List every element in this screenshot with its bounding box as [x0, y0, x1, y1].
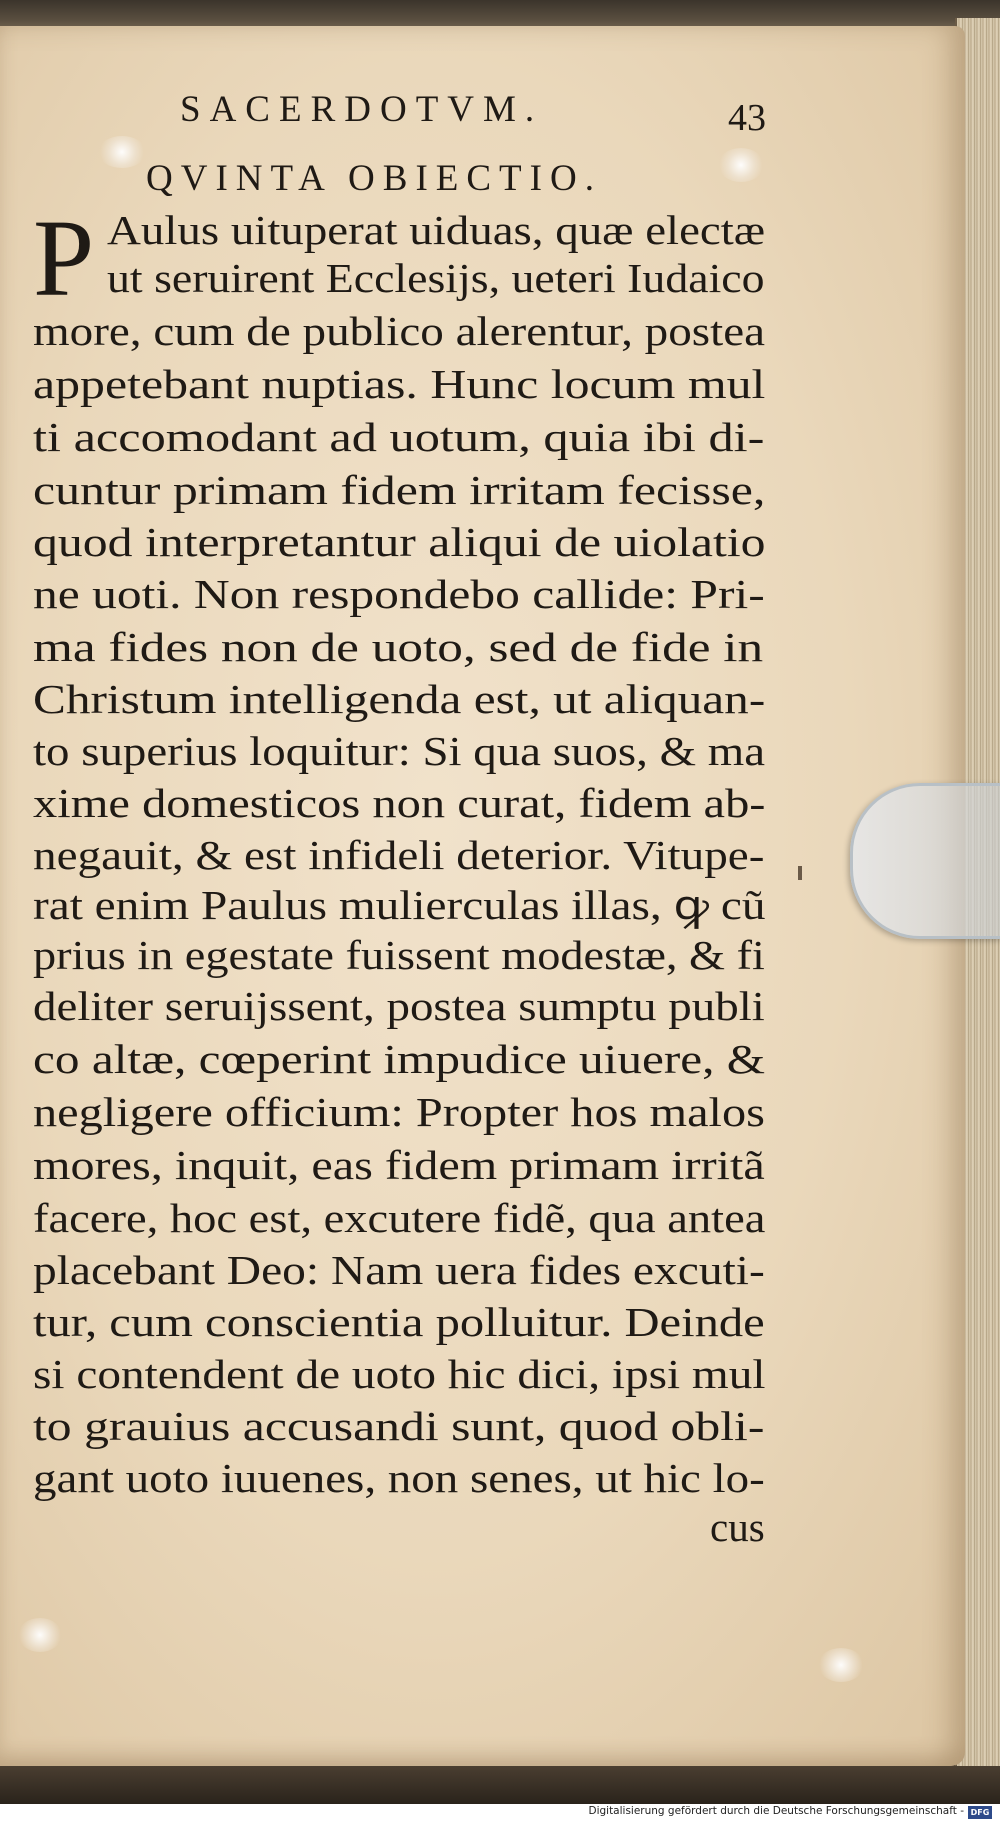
book-bottom-edge	[0, 1766, 1000, 1804]
paper-hole	[818, 1648, 864, 1682]
running-head: SACERDOTVM.	[180, 89, 544, 130]
text-line: Christum intelligenda est, ut aliquan-	[33, 676, 766, 722]
text-line: ti accomodant ad uotum, quia ibi di-	[33, 414, 765, 460]
text-line: prius in egestate fuissent modestæ, & fi	[33, 932, 765, 978]
text-line: cuntur primam fidem irritam fecisse,	[33, 467, 766, 513]
text-line: negauit, & est infideli deterior. Vitupe-	[33, 832, 765, 878]
page-number: 43	[728, 97, 766, 139]
text-line: to superius loquitur: Si qua suos, & ma	[33, 728, 766, 774]
text-line: rat enim Paulus mulierculas illas, ꝙ cũ	[33, 882, 766, 928]
text-line: xime domesticos non curat, fidem ab-	[33, 780, 766, 826]
attribution-text: Digitalisierung gefördert durch die Deutsche Forschungsgemeinschaft -	[588, 1805, 964, 1817]
text-line: tur, cum conscientia polluitur. Deinde	[33, 1299, 765, 1345]
text-line: appetebant nuptias. Hunc locum mul	[33, 361, 766, 407]
text-line: more, cum de publico alerentur, postea	[33, 308, 766, 354]
text-line: facere, hoc est, excutere fidẽ, qua antea	[33, 1195, 766, 1241]
text-line: deliter seruijssent, postea sumptu publi	[33, 983, 765, 1029]
text-line: placebant Deo: Nam uera fides excuti-	[33, 1247, 765, 1293]
paper-hole	[718, 148, 764, 182]
book-clasp	[850, 783, 1000, 939]
text-line: quod interpretantur aliqui de uiolatio	[33, 519, 766, 565]
text-line: ne uoti. Non respondebo callide: Pri-	[33, 571, 765, 617]
dfg-logo: DFG	[968, 1806, 992, 1819]
paper-hole	[98, 136, 146, 168]
catchword: cus	[710, 1504, 765, 1550]
drop-cap: P	[33, 197, 95, 319]
text-line: mores, inquit, eas fidem primam irritã	[33, 1142, 765, 1188]
text-line: to grauius accusandi sunt, quod obli-	[33, 1403, 765, 1449]
paper-hole	[18, 1618, 62, 1652]
section-heading: QVINTA OBIECTIO.	[146, 158, 602, 199]
page-mark	[798, 866, 802, 880]
text-line: co altæ, cœperint impudice uiuere, &	[33, 1036, 766, 1082]
text-line: gant uoto iuuenes, non senes, ut hic lo-	[33, 1455, 765, 1501]
text-line: Aulus uituperat uiduas, quæ electæ	[107, 207, 766, 253]
text-line: negligere officium: Propter hos malos	[33, 1089, 765, 1135]
text-line: si contendent de uoto hic dici, ipsi mul	[33, 1351, 766, 1397]
text-line: ma fides non de uoto, sed de fide in	[33, 624, 764, 670]
text-line: ut seruirent Ecclesijs, ueteri Iudaico	[107, 255, 765, 301]
